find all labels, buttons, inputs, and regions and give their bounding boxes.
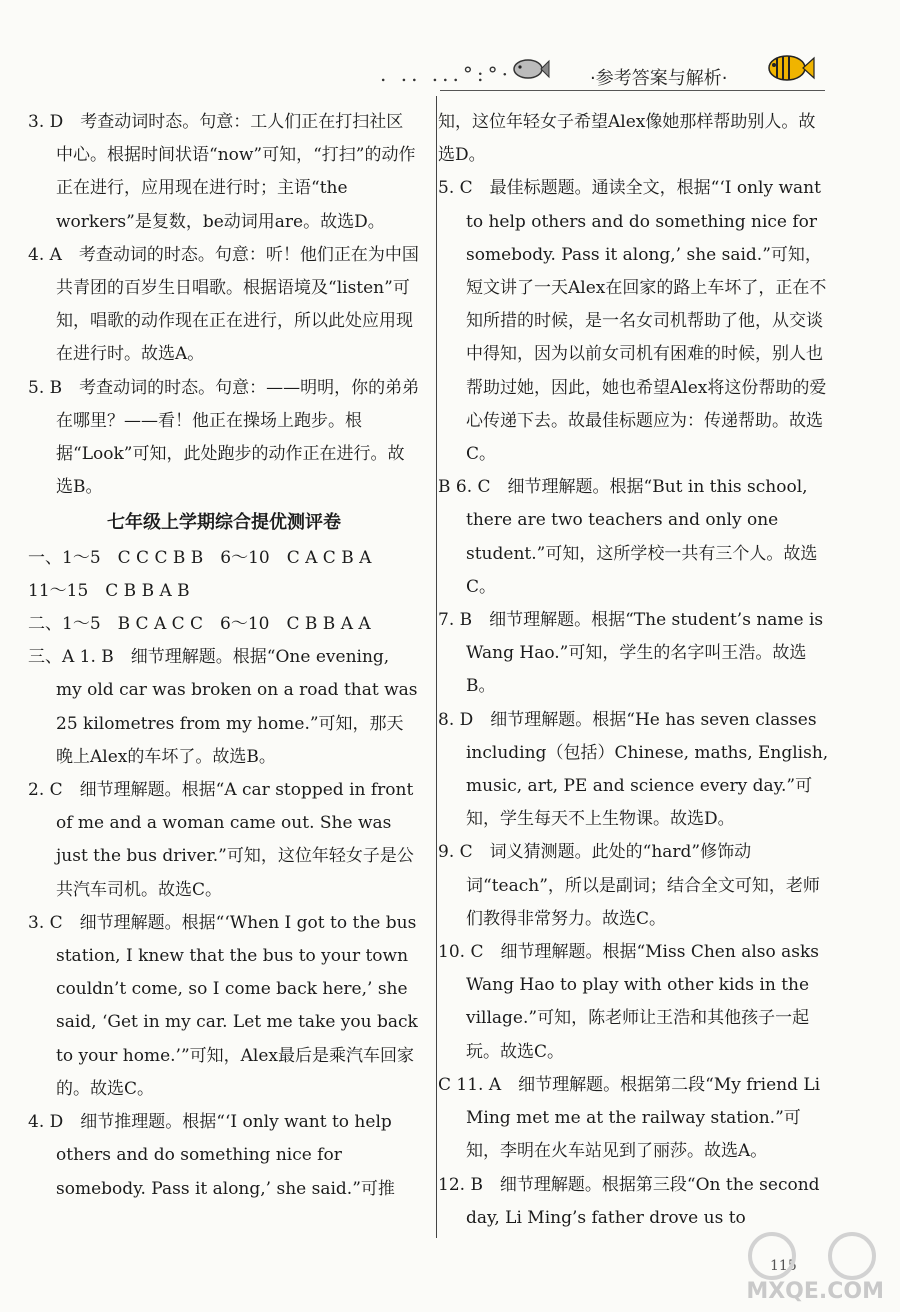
decorative-dots: . .. ...°:°· [380, 62, 512, 86]
answer-entry: 三、A 1. B 细节理解题。根据“One evening, my old car was broken on a road that was 25 kilometres from my home.”可知，那天晚上Alex的车坏了。故选B。 [28, 647, 418, 767]
answer-entry: 2. C 细节理解题。根据“A car stopped in front of me and a woman came out. She was just the bus driver.”可知，这位年轻女子是公共汽车司机。故选C。 [28, 780, 414, 900]
left-column [28, 106, 420, 1206]
fish-icon [765, 52, 815, 84]
small-fish-icon [510, 56, 550, 82]
answer-key-line: 二、1～5 B C A C C 6～10 C B B A A [28, 614, 371, 635]
page-number: 115 [770, 1258, 797, 1274]
column-divider [436, 96, 437, 1238]
answer-entry: 12. B 细节理解题。根据第三段“On the second day, Li Ming’s father drove us to [438, 1174, 820, 1228]
answer-entry: 5. C 最佳标题题。通读全文，根据“‘I only want to help others and do something nice for somebody. Pass it along,’ she said.”可知，短文讲了一天Alex在回家的路上车坏了，正在不知所措的时候，是一名女司机帮助了他，从交谈中得知，因为以前女司机有困难的时候，别人也帮助过她，因此，她也希望Alex将这份帮助的爱心传递下去。故最佳标题应为：传递帮助。故选C。 [438, 178, 827, 465]
right-column [438, 106, 830, 1235]
watermark-text: MXQE.COM [746, 1279, 884, 1304]
answer-entry: 3. D 考查动词时态。句意：工人们正在打扫社区中心。根据时间状语“now”可知，“打扫”的动作正在进行，应用现在进行时；主语“the workers”是复数，be动词用are。故选D。 [28, 112, 416, 232]
answer-entry: 10. C 细节理解题。根据“Miss Chen also asks Wang Hao to play with other kids in the village.”可知，陈老师让王浩和其他孩子一起玩。故选C。 [438, 942, 820, 1062]
page-header [380, 52, 820, 92]
header-rule [440, 90, 825, 91]
answer-entry: 4. D 细节推理题。根据“‘I only want to help others and do something nice for somebody. Pass it along,’ she said.”可推 [28, 1112, 395, 1199]
answer-entry: 7. B 细节理解题。根据“The student’s name is Wang Hao.”可知，学生的名字叫王浩。故选B。 [438, 610, 824, 697]
answer-entry: C 11. A 细节理解题。根据第二段“My friend Li Ming met me at the railway station.”可知，李明在火车站见到了丽莎。故选A。 [438, 1074, 821, 1162]
answer-key-line: 一、1～5 C C C B B 6～10 C A C B A [28, 547, 372, 568]
section-title: 七年级上学期综合提优测评卷 [107, 512, 341, 534]
answer-entry: 知，这位年轻女子希望Alex像她那样帮助别人。故选D。 [438, 112, 816, 166]
answer-key-line: 11～15 C B B A B [28, 580, 190, 601]
answer-entry: 9. C 词义猜测题。此处的“hard”修饰动词“teach”，所以是副词；结合全文可知，老师们教得非常努力。故选C。 [438, 842, 820, 929]
answer-entry: B 6. C 细节理解题。根据“But in this school, there are two teachers and only one student.”可知，这所学校一共有三个人。故选C。 [438, 477, 818, 597]
answer-entry: 8. D 细节理解题。根据“He has seven classes including（包括）Chinese, maths, English, music, art, PE and science every day.”可知，学生每天不上生物课。故选D。 [438, 709, 829, 830]
answer-entry: 3. C 细节理解题。根据“‘When I got to the bus station, I knew that the bus to your town couldn’t come, so I come back here,’ she said, ‘Get in my car. Let me take you back to your home.’”可知，Alex最后是乘汽车回家的。故选C。 [28, 912, 418, 1099]
header-title: ·参考答案与解析· [590, 68, 728, 89]
answer-entry: 5. B 考查动词的时态。句意：——明明，你的弟弟在哪里？——看！他正在操场上跑步。根据“Look”可知，此处跑步的动作正在进行。故选B。 [28, 377, 420, 498]
answer-entry: 4. A 考查动词的时态。句意：听！他们正在为中国共青团的百岁生日唱歌。根据语境及“listen”可知，唱歌的动作现在正在进行，所以此处应用现在进行时。故选A。 [28, 244, 419, 365]
